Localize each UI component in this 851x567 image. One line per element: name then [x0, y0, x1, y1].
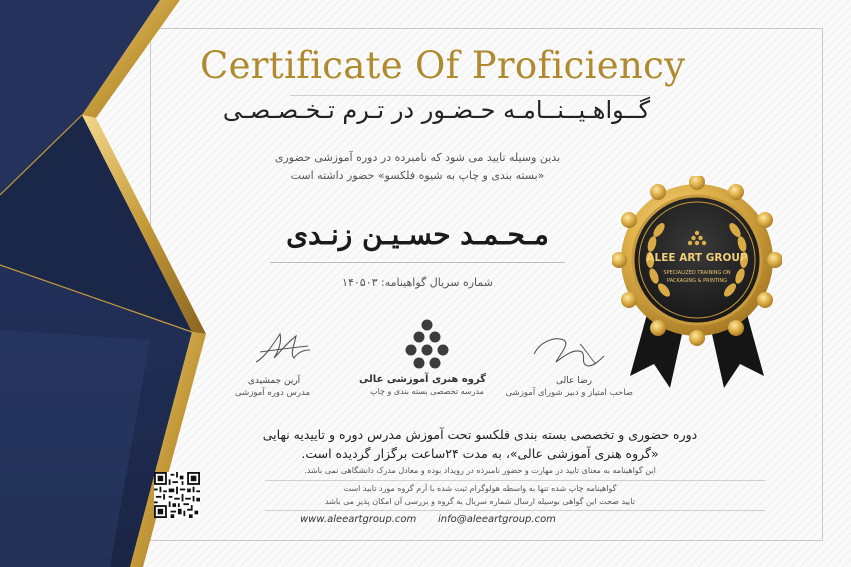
note-line-2: گواهینامه چاپ شده تنها به واسطه هولوگرام ثبت شده با آرم گروه مورد تایید است: [343, 484, 617, 493]
director-signature-icon: [530, 330, 606, 374]
school-subtitle: مدرسه تخصصی بسته بندی و چاپ: [370, 387, 484, 396]
email-link[interactable]: info@aleeartgroup.com: [438, 514, 556, 525]
website-link[interactable]: www.aleeartgroup.com: [300, 514, 417, 525]
instructor-signature-icon: [250, 328, 312, 370]
body-line-2: «گروه هنری آموزشی عالی»، به مدت ۲۴ساعت برگزار گردیده است.: [301, 446, 659, 461]
qr-code-icon[interactable]: [154, 472, 200, 518]
note-divider: [265, 480, 765, 481]
intro-line-1: بدین وسیله تایید می شود که نامبرده در دوره آموزشی حضوری: [274, 151, 561, 164]
school-logo-icon: [400, 318, 454, 370]
seal-line-2: SPECIALIZED TRAINING ON: [663, 270, 731, 276]
footer-divider: [265, 510, 765, 511]
award-seal: [612, 176, 782, 391]
recipient-name: مـحـمـد حسـیـن زنـدی: [286, 218, 549, 251]
body-line-1: دوره حضوری و تخصصی بسته بندی فلکسو تحت آموزش مدرس دوره و تاییدیه نهایی: [262, 427, 698, 442]
director-role: صاحب امتیاز و دبیر شورای آموزشی: [505, 388, 633, 398]
serial-number: شماره سریال گواهینامه: ۱۴۰۵۰۳: [342, 276, 493, 289]
school-block: [358, 374, 486, 396]
title-english: Certificate Of Proficiency: [200, 44, 686, 87]
seal-title: ALEE ART GROUP: [646, 252, 748, 264]
instructor-name: آرین جمشیدی: [247, 376, 301, 386]
intro-line-2: «بسته بندی و چاپ به شیوه فلکسو» حضور داشته است: [290, 169, 545, 182]
note-line-1: این گواهینامه به معنای تایید در مهارت و حضور نامبرده در رویداد بوده و معادل مدرک دانشگاهی نمی باشد.: [304, 466, 656, 475]
instructor-block: [235, 376, 310, 398]
director-name: رضا عالی: [556, 376, 592, 386]
note-line-3: تایید صحت این گواهی بوسیله ارسال شماره سریال به گروه و بررسی آن امکان پذیر می باشد: [325, 497, 635, 506]
school-name: گروه هنری آموزشی عالی: [358, 374, 486, 385]
name-underline: [270, 262, 565, 263]
instructor-role: مدرس دوره آموزشی: [235, 388, 310, 398]
seal-line-3: PACKAGING & PRINTING: [667, 278, 727, 284]
title-persian: گــواهـیــنــامـه حـضـور در تـرم تـخـصـصـی: [222, 96, 650, 124]
